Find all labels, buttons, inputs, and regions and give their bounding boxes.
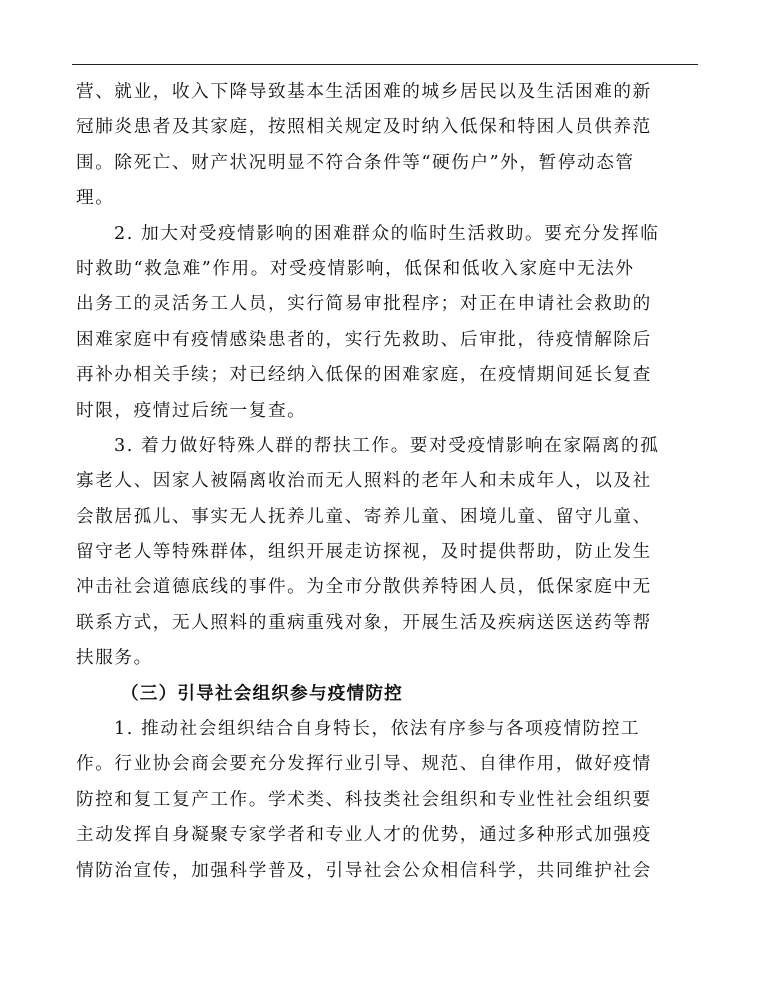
text-line: 作。行业协会商会要充分发挥行业引导、规范、自律作用，做好疫情 bbox=[76, 754, 652, 775]
text-line: 2. 加大对受疫情影响的困难群众的临时生活救助。要充分发挥临 bbox=[114, 223, 660, 244]
body-text bbox=[76, 75, 698, 889]
text-line: 出务工的灵活务工人员，实行简易审批程序；对正在申请社会救助的 bbox=[76, 294, 652, 315]
text-line: 留守老人等特殊群体，组织开展走访探视，及时提供帮助，防止发生 bbox=[76, 542, 652, 563]
text-line: 会散居孤儿、事实无人抚养儿童、寄养儿童、困境儿童、留守儿童、 bbox=[76, 506, 652, 527]
text-line: 再补办相关手续；对已经纳入低保的困难家庭，在疫情期间延长复查 bbox=[76, 365, 652, 386]
text-line: 营、就业，收入下降导致基本生活困难的城乡居民以及生活困难的新 bbox=[76, 82, 652, 102]
text-line: 时救助“救急难”作用。对受疫情影响，低保和低收入家庭中无法外 bbox=[76, 258, 635, 279]
text-line: 困难家庭中有疫情感染患者的，实行先救助、后审批，待疫情解除后 bbox=[76, 329, 652, 350]
header-rule bbox=[72, 64, 698, 65]
text-line: 主动发挥自身凝聚专家学者和专业人才的优势，通过多种形式加强疫 bbox=[76, 825, 652, 846]
text-line: 3. 着力做好特殊人群的帮扶工作。要对受疫情影响在家隔离的孤 bbox=[114, 435, 660, 456]
text-line: 扶服务。 bbox=[76, 648, 153, 669]
text-line: 联系方式，无人照料的重病重残对象，开展生活及疾病送医送药等帮 bbox=[76, 612, 652, 633]
text-line: 1. 推动社会组织结合自身特长，依法有序参与各项疫情防控工 bbox=[114, 719, 641, 740]
text-line: 围。除死亡、财产状况明显不符合条件等“硬伤户”外，暂停动态管 bbox=[76, 152, 635, 173]
text-line: 冲击社会道德底线的事件。为全市分散供养特困人员，低保家庭中无 bbox=[76, 577, 652, 598]
text-line: 理。 bbox=[76, 188, 115, 209]
text-line: 寡老人、因家人被隔离收治而无人照料的老年人和未成年人，以及社 bbox=[76, 471, 652, 492]
text-line: 情防治宣传，加强科学普及，引导社会公众相信科学，共同维护社会 bbox=[76, 860, 652, 881]
section-heading: （三）引导社会组织参与疫情防控 bbox=[121, 683, 403, 704]
text-line: 防控和复工复产工作。学术类、科技类社会组织和专业性社会组织要 bbox=[76, 789, 652, 810]
text-line: 冠肺炎患者及其家庭，按照相关规定及时纳入低保和特困人员供养范 bbox=[76, 117, 652, 138]
text-line: 时限，疫情过后统一复查。 bbox=[76, 400, 307, 421]
